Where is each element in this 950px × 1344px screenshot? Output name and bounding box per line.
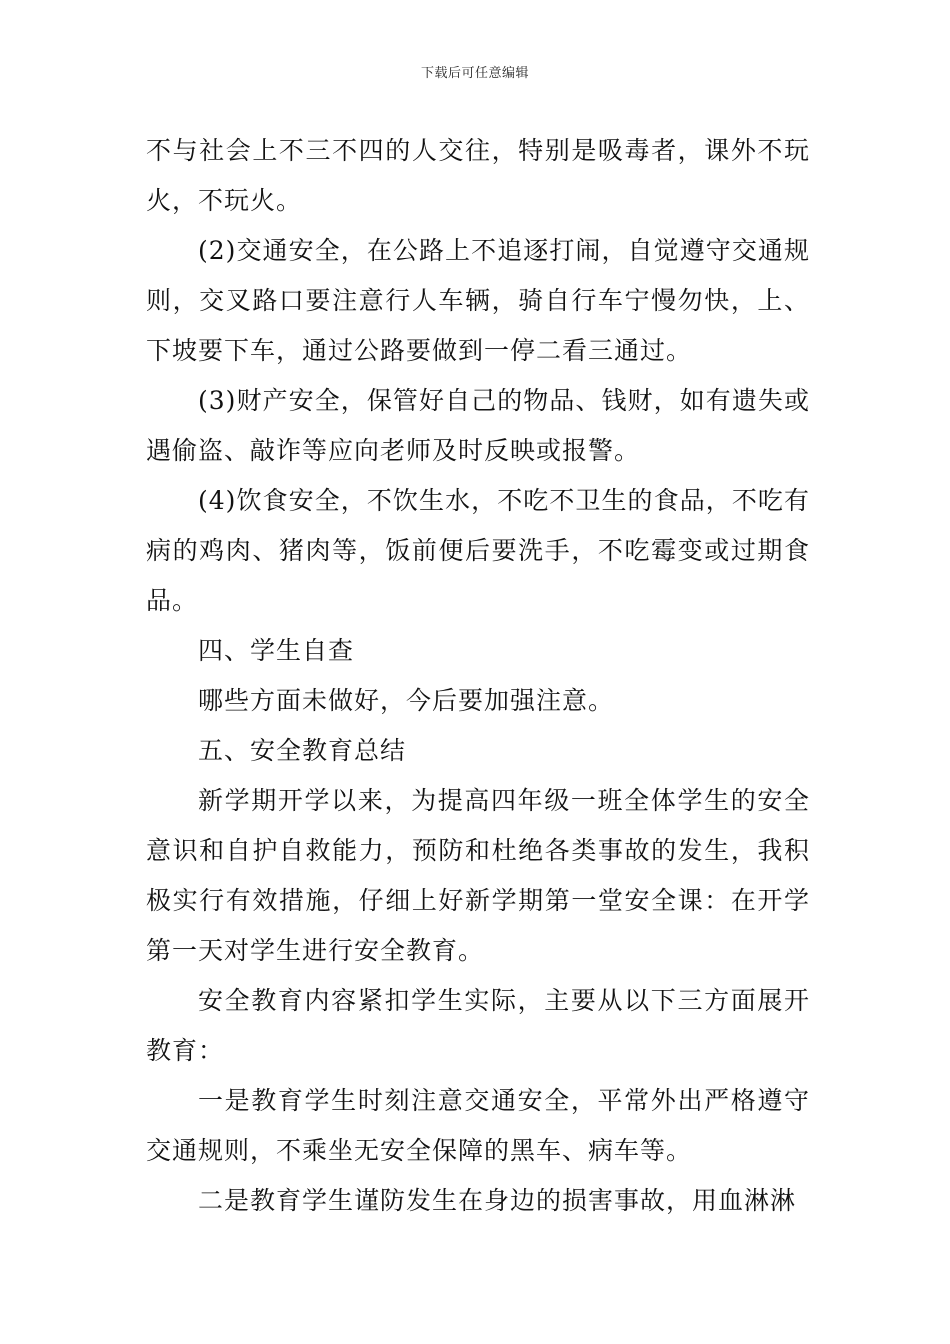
paragraph: 不与社会上不三不四的人交往，特别是吸毒者，课外不玩火，不玩火。 (146, 136, 810, 215)
paragraph: 新学期开学以来，为提高四年级一班全体学生的安全意识和自护自救能力，预防和杜绝各类事故的发生，我积极实行有效措施，仔细上好新学期第一堂安全课：在开学第一天对学生进行安全教育。 (146, 786, 810, 965)
paragraph: (4)饮食安全，不饮生水，不吃不卫生的食品，不吃有病的鸡肉、猪肉等，饭前便后要洗手，不吃霉变或过期食品。 (146, 486, 810, 615)
paragraph: (2)交通安全，在公路上不追逐打闹，自觉遵守交通规则，交叉路口要注意行人车辆，骑自行车宁慢勿快，上、下坡要下车，通过公路要做到一停二看三通过。 (146, 236, 810, 365)
paragraph: 二是教育学生谨防发生在身边的损害事故，用血淋淋 (198, 1186, 797, 1215)
section-heading: 四、学生自查 (198, 636, 355, 665)
page-header: 下载后可任意编辑 (420, 66, 529, 81)
paragraph: 安全教育内容紧扣学生实际，主要从以下三方面展开教育： (146, 986, 810, 1065)
paragraph: 哪些方面未做好，今后要加强注意。 (198, 686, 615, 715)
document-body (146, 126, 810, 1226)
paragraph: (3)财产安全，保管好自己的物品、钱财，如有遗失或遇偷盗、敲诈等应向老师及时反映或报警。 (146, 386, 810, 465)
section-heading: 五、安全教育总结 (198, 736, 407, 765)
paragraph: 一是教育学生时刻注意交通安全，平常外出严格遵守交通规则，不乘坐无安全保障的黑车、病车等。 (146, 1086, 810, 1165)
